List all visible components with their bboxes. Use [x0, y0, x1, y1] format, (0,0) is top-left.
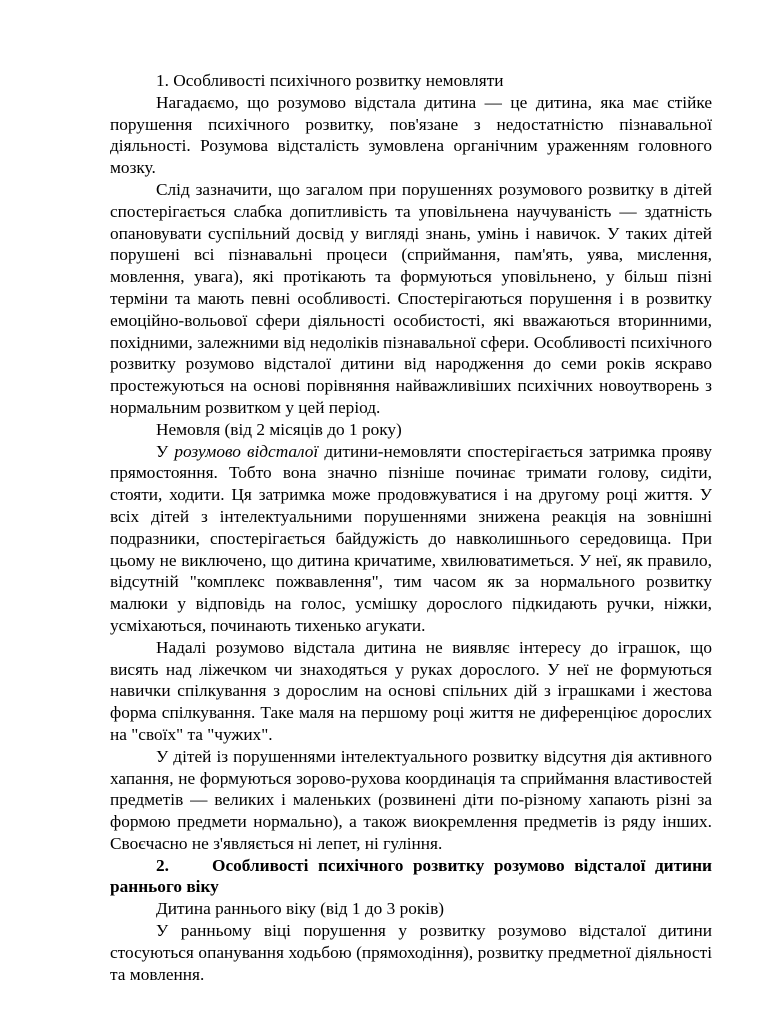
paragraph-3	[110, 441, 712, 637]
paragraph-6: У ранньому віці порушення у розвитку розумово відсталої дитини стосуються опанування ходьбою (прямоходіння), розвитку предметної діяльності та мовлення.	[110, 921, 712, 984]
paragraph-3-rest: дитини-немовляти спостерігається затримка прояву прямостояння. Тобто вона значно пізніше починає тримати голову, сидіти, стояти, ходити. Ця затримка може продовжуватися і на другому році життя. У всіх дітей з інтелектуальними порушеннями знижена реакція на зовнішні подразники, спостерігається байдужість до навколишнього середовища. При цьому не виключено, що дитина кричатиме, хвилюватиметься. У неї, як правило, відсутній "комплекс пожвавлення", тим часом як за нормального розвитку малюки у відповідь на голос, усмішку дорослого підкидають ручки, ніжки, усміхаються, починають тихенько агукати.	[110, 441, 712, 635]
section-heading-2-number: 2.	[156, 855, 169, 875]
section-heading-2	[110, 855, 712, 899]
paragraph-5: У дітей із порушеннями інтелектуального розвитку відсутня дія активного хапання, не формуються зорово-рухова координація та сприймання властивостей предметів — великих і маленьких (розвинені діти по-різному хапають різні за формою предмети нормально), а також виокремлення предметів із ряду інших. Своєчасно не з'являється ні лепет, ні гуління.	[110, 746, 712, 853]
subheading-early: Дитина раннього віку (від 1 до 3 років)	[156, 899, 444, 919]
document-body	[110, 70, 712, 985]
section-heading-1: 1. Особливості психічного розвитку немовляти	[156, 71, 504, 90]
paragraph-2: Слід зазначити, що загалом при порушеннях розумового розвитку в дітей спостерігається слабка допитливість та уповільнена научуваність — здатність опановувати суспільний досвід у вигляді знань, умінь і навичок. У таких дітей порушені всі пізнавальні процеси (сприймання, пам'ять, уява, мислення, мовлення, увага), які протікають та формуються уповільнено, у більш пізні терміни та мають певні особливості. Спостерігаються порушення і в розвитку емоційно-вольової сфери діяльності особистості, які вважаються вторинними, похідними, залежними від недоліків пізнавальної сфери. Особливості психічного розвитку розумово відсталої дитини від народження до семи років яскраво простежуються на основі порівняння найважливіших психічних новоутворень з нормальним розвитком у цей період.	[110, 179, 712, 417]
subheading-infant: Немовля (від 2 місяців до 1 року)	[156, 419, 402, 439]
section-heading-2-text: Особливості психічного розвитку розумово відсталої дитини раннього віку	[110, 855, 712, 897]
paragraph-3-start: У	[156, 441, 169, 461]
paragraph-3-italic: розумово відсталої	[174, 441, 319, 461]
paragraph-1: Нагадаємо, що розумово відстала дитина — це дитина, яка має стійке порушення психічного розвитку, пов'язане з недостатністю пізнавальної діяльності. Розумова відсталість зумовлена органічним ураженням головного мозку.	[110, 92, 712, 178]
paragraph-4: Надалі розумово відстала дитина не виявляє інтересу до іграшок, що висять над ліжечком чи знаходяться у руках дорослого. У неї не формуються навички спілкування з дорослим на основі спільних дій з іграшками і жестова форма спілкування. Таке маля на першому році життя не диференціює дорослих на "своїх" та "чужих".	[110, 637, 712, 744]
